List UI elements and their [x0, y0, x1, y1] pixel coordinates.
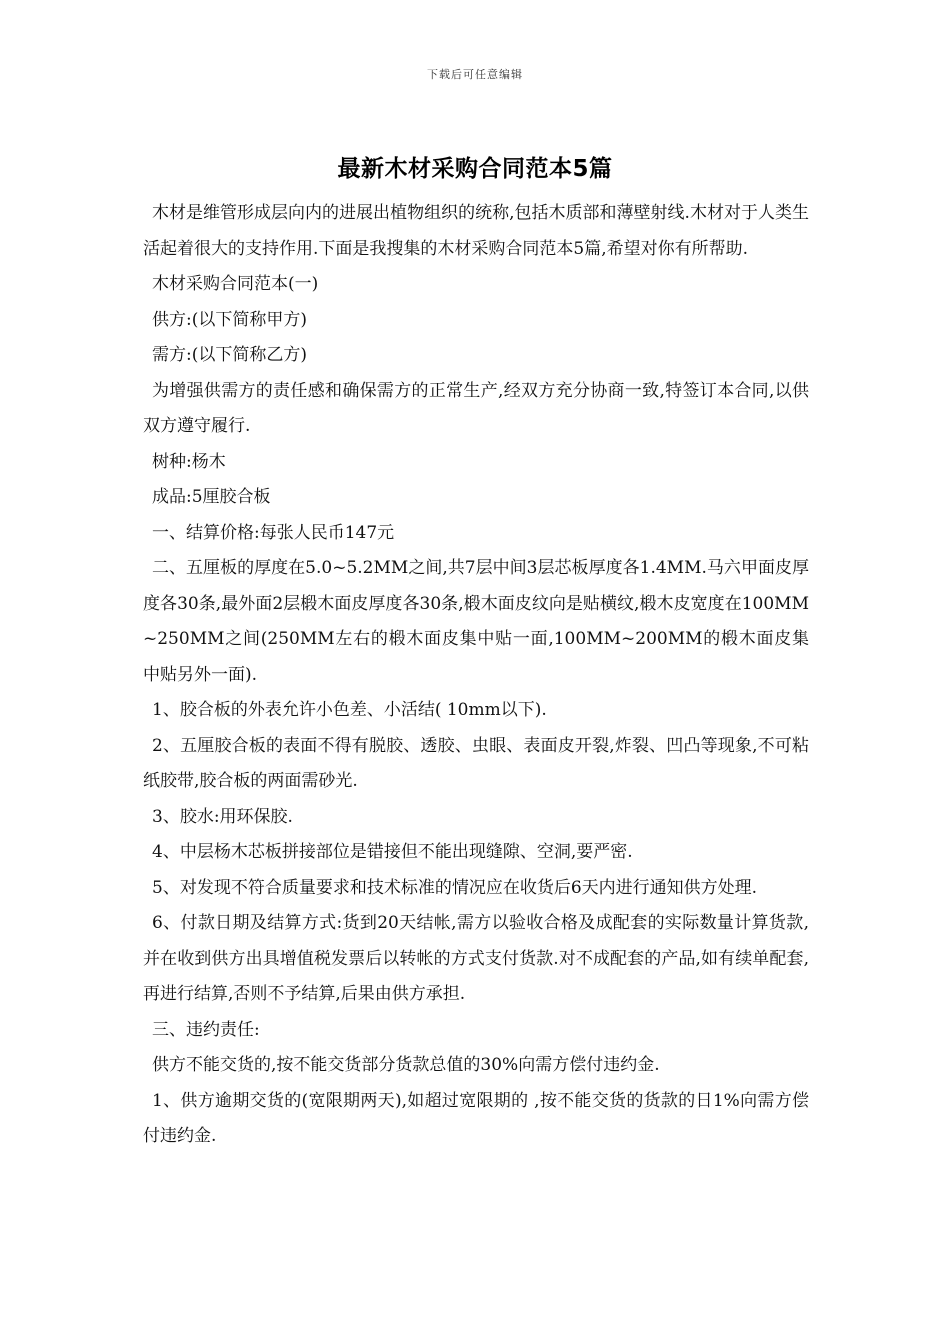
paragraph-item-4: 4、中层杨木芯板拼接部位是错接但不能出现缝隙、空洞,要严密. — [152, 842, 633, 862]
paragraph-product: 成品:5厘胶合板 — [152, 487, 271, 507]
paragraph-item-3: 3、胶水:用环保胶. — [152, 806, 293, 827]
paragraph-purpose: 为增强供需方的责任感和确保需方的正常生产,经双方充分协商一致,特签订本合同,以供双方遵守履行. — [143, 380, 809, 436]
paragraph-item-5: 5、对发现不符合质量要求和技术标准的情况应在收货后6天内进行通知供方处理. — [152, 877, 758, 898]
paragraph-intro: 木材是维管形成层向内的进展出植物组织的统称,包括木质部和薄壁射线.木材对于人类生活起着很大的支持作用.下面是我搜集的木材采购合同范本5篇,希望对你有所帮助. — [143, 203, 809, 259]
document-title: 最新木材采购合同范本5篇 — [337, 156, 613, 182]
paragraph-section-heading: 木材采购合同范本(一) — [152, 274, 319, 294]
paragraph-liability-item-1: 1、供方逾期交货的(宽限期两天),如超过宽限期的 ,按不能交货的货款的日1%向需方偿付违约金. — [143, 1090, 809, 1146]
paragraph-item-2: 2、五厘胶合板的表面不得有脱胶、透胶、虫眼、表面皮开裂,炸裂、凹凸等现象,不可粘纸胶带,胶合板的两面需砂光. — [143, 735, 809, 791]
paragraph-supplier: 供方:(以下简称甲方) — [152, 309, 307, 330]
paragraph-liability-text: 供方不能交货的,按不能交货部分货款总值的30%向需方偿付违约金. — [152, 1055, 660, 1075]
page-header: 下载后可任意编辑 — [427, 68, 523, 81]
paragraph-item-6: 6、付款日期及结算方式:货到20天结帐,需方以验收合格及成配套的实际数量计算货款,并在收到供方出具增值税发票后以转帐的方式支付货款.对不成配套的产品,如有续单配套,再进行结算,否则不予结算,后果由供方承担. — [143, 913, 809, 1004]
paragraph-buyer: 需方:(以下简称乙方) — [152, 345, 307, 365]
paragraph-price: 一、结算价格:每张人民币147元 — [152, 522, 395, 543]
paragraph-thickness: 二、五厘板的厚度在5.0~5.2MM之间,共7层中间3层芯板厚度各1.4MM.马六甲面皮厚度各30条,最外面2层椴木面皮厚度各30条,椴木面皮纹向是贴横纹,椴木皮宽度在100MM~250MM之间(250MM左右的椴木面皮集中贴一面,100MM~200MM的椴木面皮集中贴另外一面). — [143, 558, 809, 685]
paragraph-species: 树种:杨木 — [152, 451, 226, 472]
paragraph-item-1: 1、胶合板的外表允许小色差、小活结( 10mm以下). — [152, 700, 547, 720]
paragraph-liability-heading: 三、违约责任: — [152, 1019, 260, 1040]
document-body — [143, 196, 809, 1155]
